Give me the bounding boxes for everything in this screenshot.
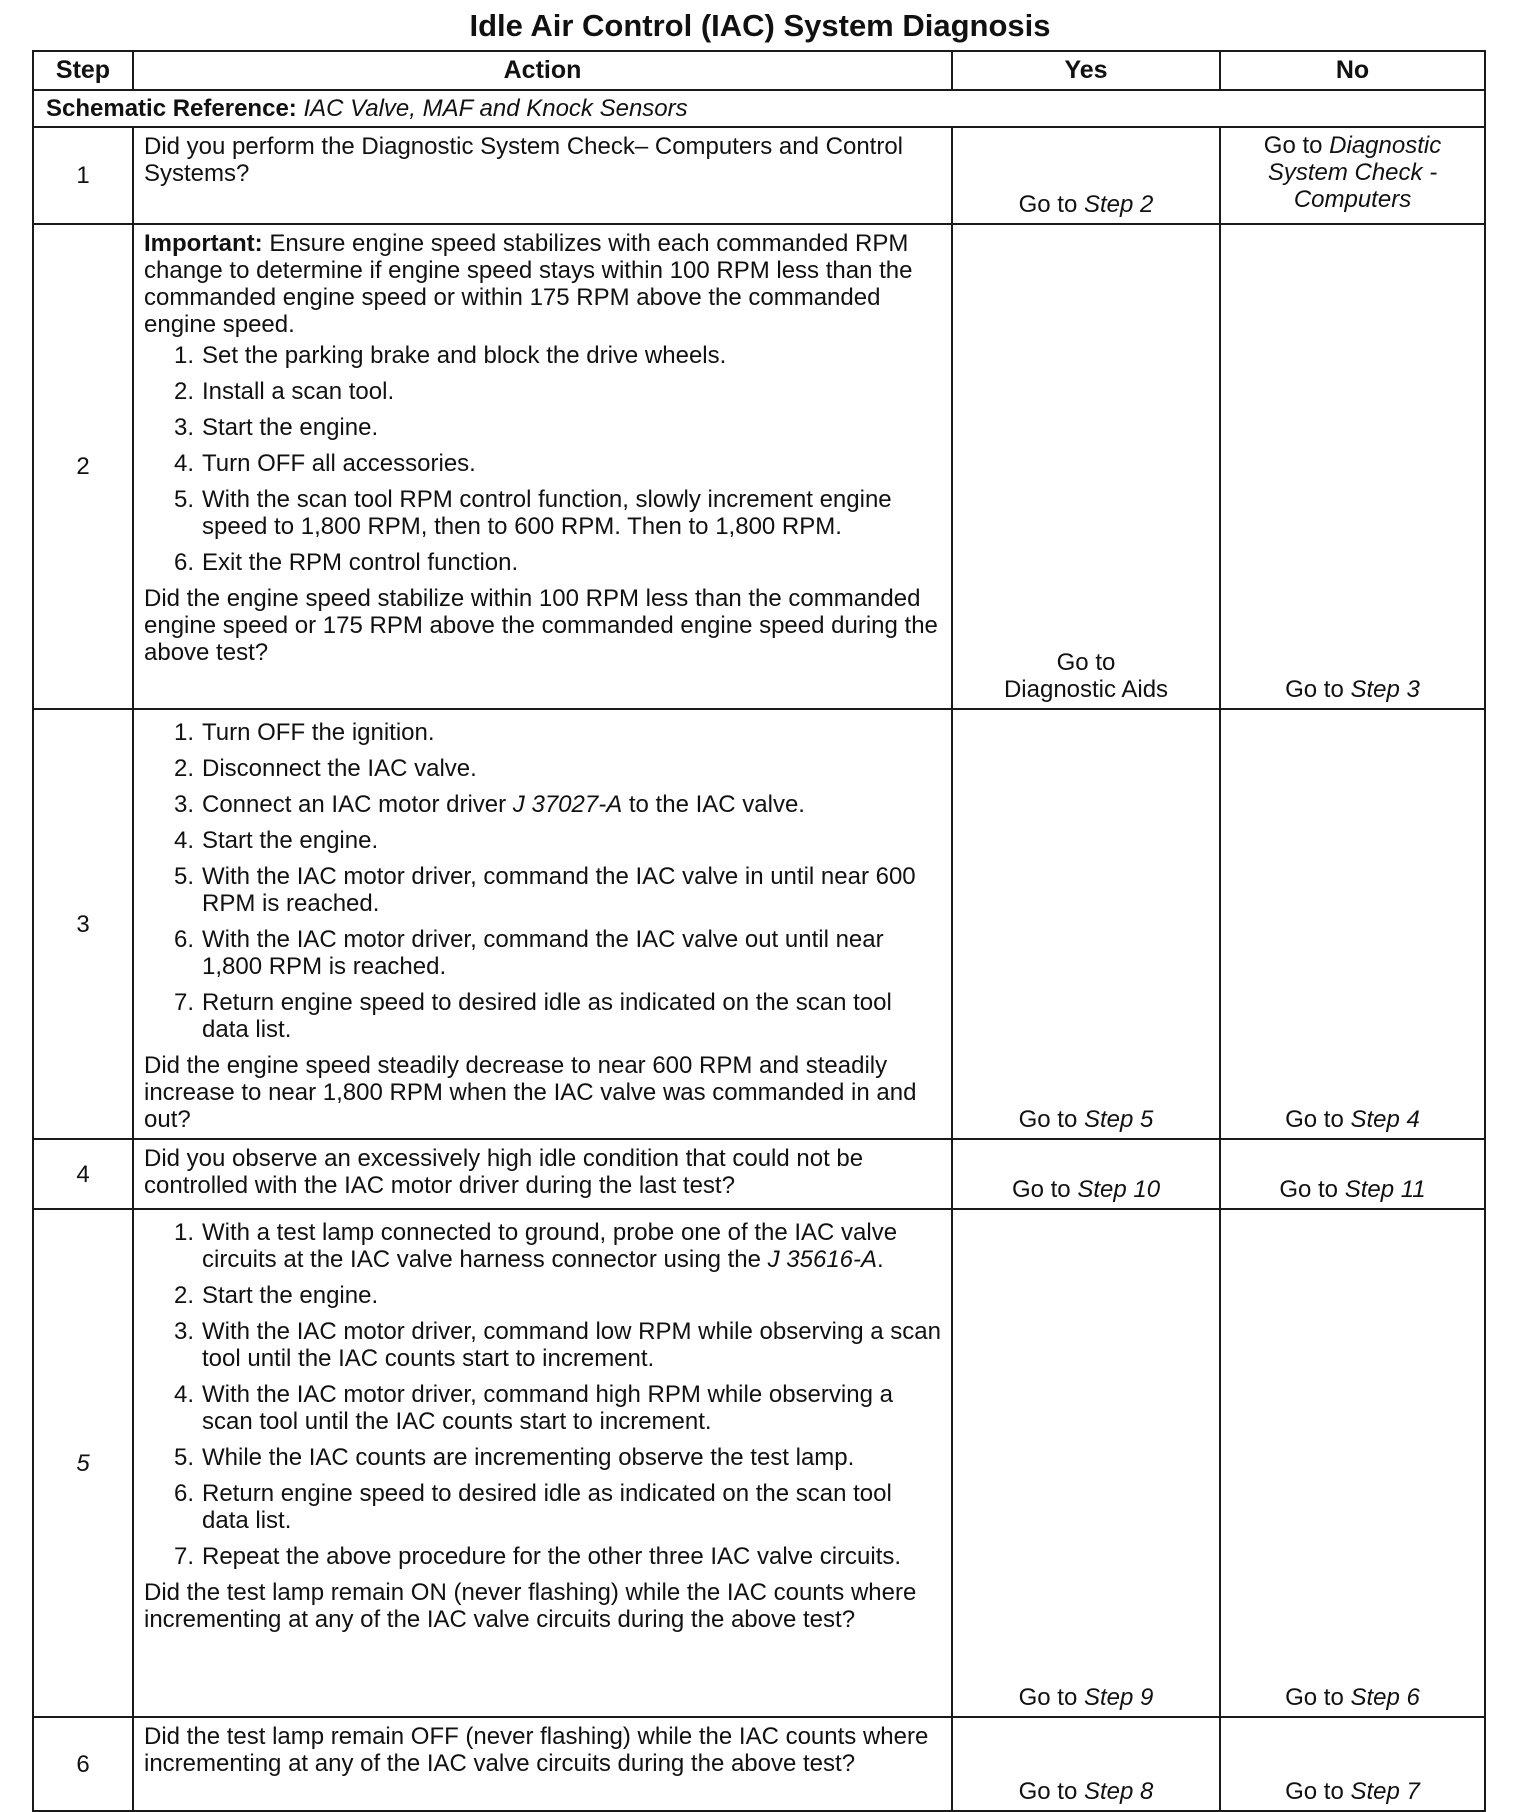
schematic-reference bbox=[33, 90, 1485, 127]
question-text: Did you perform the Diagnostic System Check– Computers and Control Systems? bbox=[144, 133, 903, 187]
yes-prefix: Go to bbox=[1018, 1778, 1084, 1805]
list-item: 6. With the IAC motor driver, command the IAC valve out until near 1,800 RPM is reached. bbox=[173, 926, 884, 980]
table-row bbox=[33, 224, 1485, 709]
no-prefix: Go to bbox=[1285, 1684, 1351, 1711]
list-item: 2. Disconnect the IAC valve. bbox=[173, 755, 477, 782]
no-cell bbox=[1220, 1139, 1485, 1209]
no-prefix: Go to bbox=[1279, 1176, 1345, 1203]
list-item: 5. With the scan tool RPM control function, slowly increment engine speed to 1,800 RPM, then to 600 RPM. Then to 1,800 RPM. bbox=[173, 486, 892, 540]
yes-cell bbox=[952, 127, 1220, 224]
yes-prefix: Go to bbox=[1011, 1176, 1078, 1203]
question-text: Did the test lamp remain OFF (never flashing) while the IAC counts where incrementing at any of the IAC valve circuits during the above test? bbox=[144, 1723, 929, 1777]
list-item: 3. Start the engine. bbox=[173, 414, 379, 441]
question-text: Did you observe an excessively high idle condition that could not be controlled with the IAC motor driver during the last test? bbox=[144, 1145, 864, 1199]
list-item: 5. While the IAC counts are incrementing observe the test lamp. bbox=[173, 1444, 855, 1471]
action-cell bbox=[133, 1717, 952, 1811]
yes-cell bbox=[952, 1717, 1220, 1811]
step-number: 3 bbox=[33, 709, 133, 1139]
table-row bbox=[33, 1209, 1485, 1717]
table-row bbox=[33, 127, 1485, 224]
yes-prefix: Go to bbox=[1018, 1106, 1084, 1133]
no-prefix: Go to bbox=[1285, 1778, 1351, 1805]
no-step-ref: Step 6 bbox=[1350, 1684, 1420, 1711]
no-prefix: Go to bbox=[1285, 676, 1351, 703]
yes-step-ref: Step 10 bbox=[1077, 1176, 1161, 1203]
yes-step-ref: Step 9 bbox=[1083, 1684, 1154, 1711]
list-item: 7. Return engine speed to desired idle as indicated on the scan tool data list. bbox=[173, 989, 892, 1043]
no-step-ref: Diagnostic System Check - Computers bbox=[1267, 132, 1442, 213]
table-row bbox=[33, 709, 1485, 1139]
step-number: 5 bbox=[33, 1209, 133, 1717]
yes-prefix: Go to bbox=[1018, 191, 1084, 218]
important-note bbox=[144, 230, 943, 338]
important-label: Important: bbox=[144, 230, 263, 257]
procedure-list bbox=[144, 342, 943, 576]
page-title: Idle Air Control (IAC) System Diagnosis bbox=[469, 8, 1051, 43]
list-item: 6. Exit the RPM control function. bbox=[173, 549, 519, 576]
question-text: Did the engine speed stabilize within 100 RPM less than the commanded engine speed or 175 RPM above the commanded engine speed during the above test? bbox=[144, 585, 938, 666]
diagnosis-table bbox=[32, 50, 1486, 1812]
table-row bbox=[33, 1139, 1485, 1209]
step-number: 1 bbox=[33, 127, 133, 224]
action-cell bbox=[133, 1209, 952, 1717]
yes-prefix: Go to bbox=[1018, 1684, 1084, 1711]
header-no: No bbox=[1220, 51, 1485, 90]
list-item: 7. Repeat the above procedure for the other three IAC valve circuits. bbox=[173, 1543, 902, 1570]
yes-cell bbox=[952, 1139, 1220, 1209]
yes-line-1: Go to bbox=[1056, 649, 1116, 676]
no-step-ref: Step 11 bbox=[1344, 1176, 1426, 1203]
list-item: 4. Start the engine. bbox=[173, 827, 379, 854]
step-number: 6 bbox=[33, 1717, 133, 1811]
yes-step-ref: Step 2 bbox=[1083, 191, 1154, 218]
action-cell bbox=[133, 127, 952, 224]
yes-step-ref: Step 5 bbox=[1083, 1106, 1154, 1133]
header-step: Step bbox=[33, 51, 133, 90]
no-step-ref: Step 7 bbox=[1350, 1778, 1420, 1805]
yes-step-ref: Step 8 bbox=[1083, 1778, 1154, 1805]
header-yes: Yes bbox=[952, 51, 1220, 90]
no-step-ref: Step 4 bbox=[1350, 1106, 1420, 1133]
no-prefix: Go to bbox=[1263, 132, 1330, 159]
important-text: Ensure engine speed stabilizes with each commanded RPM change to determine if engine speed stays within 100 RPM less than the commanded engine speed or within 175 RPM above the commanded engine speed. bbox=[144, 230, 913, 338]
list-item: 3. Connect an IAC motor driver J 37027-A to the IAC valve. bbox=[173, 791, 805, 818]
action-cell bbox=[133, 1139, 952, 1209]
step-number: 4 bbox=[33, 1139, 133, 1209]
action-cell bbox=[133, 224, 952, 709]
yes-cell bbox=[952, 709, 1220, 1139]
no-step-ref: Step 3 bbox=[1350, 676, 1420, 703]
procedure-list bbox=[144, 1219, 943, 1570]
list-item: 3. With the IAC motor driver, command low RPM while observing a scan tool until the IAC counts start to increment. bbox=[173, 1318, 941, 1372]
no-cell bbox=[1220, 1717, 1485, 1811]
action-cell bbox=[133, 709, 952, 1139]
list-item: 2. Start the engine. bbox=[173, 1282, 379, 1309]
list-item: 1. Set the parking brake and block the drive wheels. bbox=[173, 342, 727, 369]
no-prefix: Go to bbox=[1285, 1106, 1351, 1133]
no-cell bbox=[1220, 709, 1485, 1139]
list-item: 5. With the IAC motor driver, command the IAC valve in until near 600 RPM is reached. bbox=[173, 863, 916, 917]
header-row bbox=[33, 51, 1485, 90]
procedure-list bbox=[144, 719, 943, 1043]
yes-cell bbox=[952, 1209, 1220, 1717]
schematic-value: IAC Valve, MAF and Knock Sensors bbox=[303, 95, 688, 122]
tool-reference: J 37027-A bbox=[512, 791, 623, 818]
question-text: Did the engine speed steadily decrease to near 600 RPM and steadily increase to near 1,800 RPM when the IAC valve was commanded in and out? bbox=[144, 1052, 917, 1133]
no-cell bbox=[1220, 1209, 1485, 1717]
list-item: 1. With a test lamp connected to ground, probe one of the IAC valve circuits at the IAC valve harness connector using the J 35616-A. bbox=[173, 1219, 898, 1273]
schematic-row bbox=[33, 90, 1485, 127]
no-cell bbox=[1220, 224, 1485, 709]
no-cell bbox=[1220, 127, 1485, 224]
schematic-label: Schematic Reference: bbox=[46, 95, 297, 122]
question-text: Did the test lamp remain ON (never flashing) while the IAC counts where incrementing at any of the IAC valve circuits during the above test? bbox=[144, 1579, 917, 1633]
list-item: 4. With the IAC motor driver, command high RPM while observing a scan tool until the IAC counts start to increment. bbox=[173, 1381, 893, 1435]
yes-line-2: Diagnostic Aids bbox=[1003, 676, 1169, 703]
list-item: 1. Turn OFF the ignition. bbox=[173, 719, 435, 746]
list-item: 6. Return engine speed to desired idle as indicated on the scan tool data list. bbox=[173, 1480, 892, 1534]
list-item: 4. Turn OFF all accessories. bbox=[173, 450, 476, 477]
list-item: 2. Install a scan tool. bbox=[173, 378, 395, 405]
step-number: 2 bbox=[33, 224, 133, 709]
yes-cell bbox=[952, 224, 1220, 709]
table-row bbox=[33, 1717, 1485, 1811]
header-action: Action bbox=[133, 51, 952, 90]
tool-reference: J 35616-A bbox=[767, 1246, 878, 1273]
